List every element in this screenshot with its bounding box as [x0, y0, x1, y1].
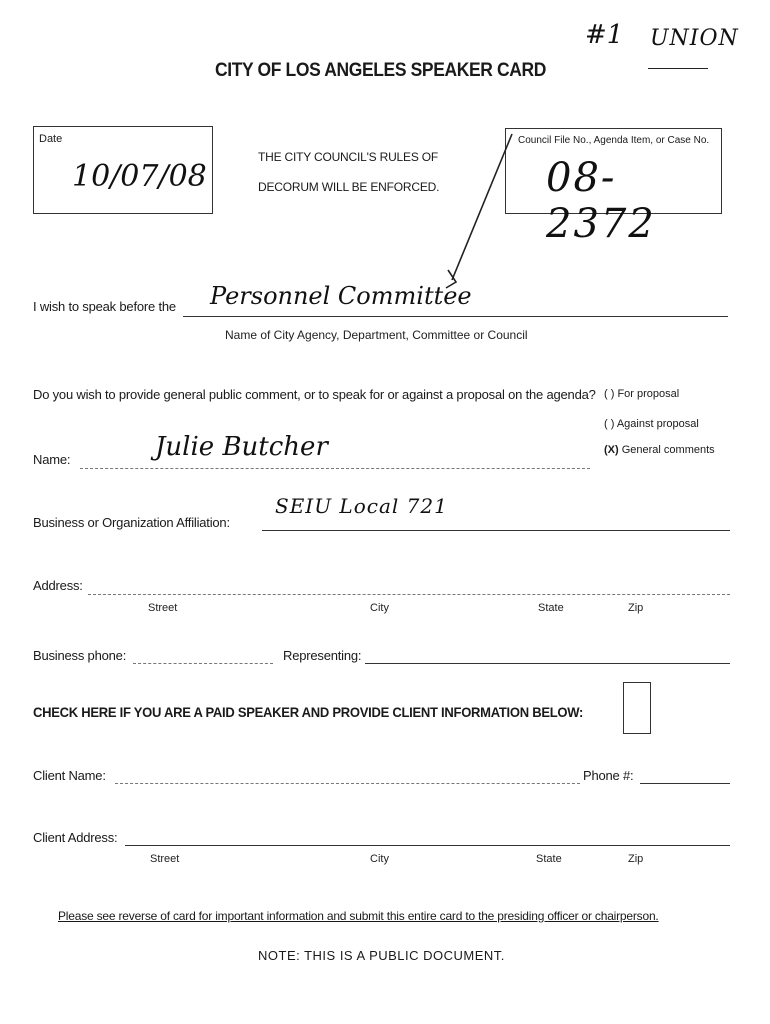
speak-before-caption: Name of City Agency, Department, Committee or Council [225, 328, 528, 342]
paid-speaker-checkbox[interactable] [623, 682, 651, 734]
client-address-line[interactable] [125, 845, 730, 846]
speak-before-value: Personnel Committee [210, 282, 472, 310]
option-for-label: For proposal [617, 388, 680, 400]
address-street-caption: Street [148, 602, 178, 614]
client-address-zip-caption: Zip [628, 853, 644, 865]
name-label: Name: [33, 452, 71, 467]
client-phone-line[interactable] [640, 783, 730, 784]
public-document-note: NOTE: THIS IS A PUBLIC DOCUMENT. [258, 948, 505, 963]
number-mark: #1 [585, 20, 624, 50]
option-for-box: ( ) [604, 388, 615, 400]
representing-label: Representing: [283, 648, 362, 663]
option-general-label: General comments [621, 444, 715, 456]
council-file-label: Council File No., Agenda Item, or Case No. [518, 135, 710, 146]
speak-before-line[interactable] [183, 316, 728, 317]
representing-line[interactable] [365, 663, 730, 664]
name-value: Julie Butcher [155, 432, 328, 462]
rules-line-1: THE CITY COUNCIL'S RULES OF [258, 150, 439, 164]
option-against-box: ( ) [604, 418, 615, 430]
address-city-caption: City [370, 602, 389, 614]
council-file-value: 08-2372 [546, 155, 656, 247]
client-name-label: Client Name: [33, 768, 106, 783]
client-name-line[interactable] [115, 783, 580, 784]
paid-speaker-instruction: CHECK HERE IF YOU ARE A PAID SPEAKER AND PROVIDE CLIENT INFORMATION BELOW: [33, 704, 584, 720]
address-line[interactable] [88, 594, 730, 595]
date-box[interactable] [33, 126, 213, 214]
affiliation-value: SEIU Local 721 [275, 494, 448, 518]
client-address-label: Client Address: [33, 830, 118, 845]
affiliation-line[interactable] [262, 530, 730, 531]
client-address-city-caption: City [370, 853, 389, 865]
option-general-box: (X) [604, 444, 619, 456]
footer-instructions: Please see reverse of card for important information and submit this entire card to the presiding officer or chairperson. [58, 909, 659, 923]
page-title: CITY OF LOS ANGELES SPEAKER CARD [215, 60, 547, 81]
business-phone-line[interactable] [133, 663, 273, 664]
date-value: 10/07/08 [72, 159, 207, 194]
comment-question: Do you wish to provide general public comment, or to speak for or against a proposal on the agenda? [33, 387, 596, 402]
client-phone-label: Phone #: [583, 768, 634, 783]
speak-before-label: I wish to speak before the [33, 299, 176, 314]
council-file-box[interactable] [505, 128, 722, 247]
address-label: Address: [33, 578, 83, 593]
option-against-label: Against proposal [616, 418, 699, 430]
rules-line-2: DECORUM WILL BE ENFORCED. [258, 180, 440, 194]
address-state-caption: State [538, 602, 564, 614]
address-zip-caption: Zip [628, 602, 644, 614]
union-underline [648, 68, 708, 69]
option-general[interactable] [604, 444, 715, 456]
pen-stroke [440, 130, 520, 290]
union-mark: UNION [650, 26, 739, 51]
name-line[interactable] [80, 468, 590, 469]
date-label: Date [39, 133, 63, 145]
affiliation-label: Business or Organization Affiliation: [33, 515, 230, 530]
client-address-street-caption: Street [150, 853, 180, 865]
option-against[interactable] [604, 418, 699, 430]
option-for[interactable] [604, 388, 679, 400]
business-phone-label: Business phone: [33, 648, 127, 663]
client-address-state-caption: State [536, 853, 562, 865]
